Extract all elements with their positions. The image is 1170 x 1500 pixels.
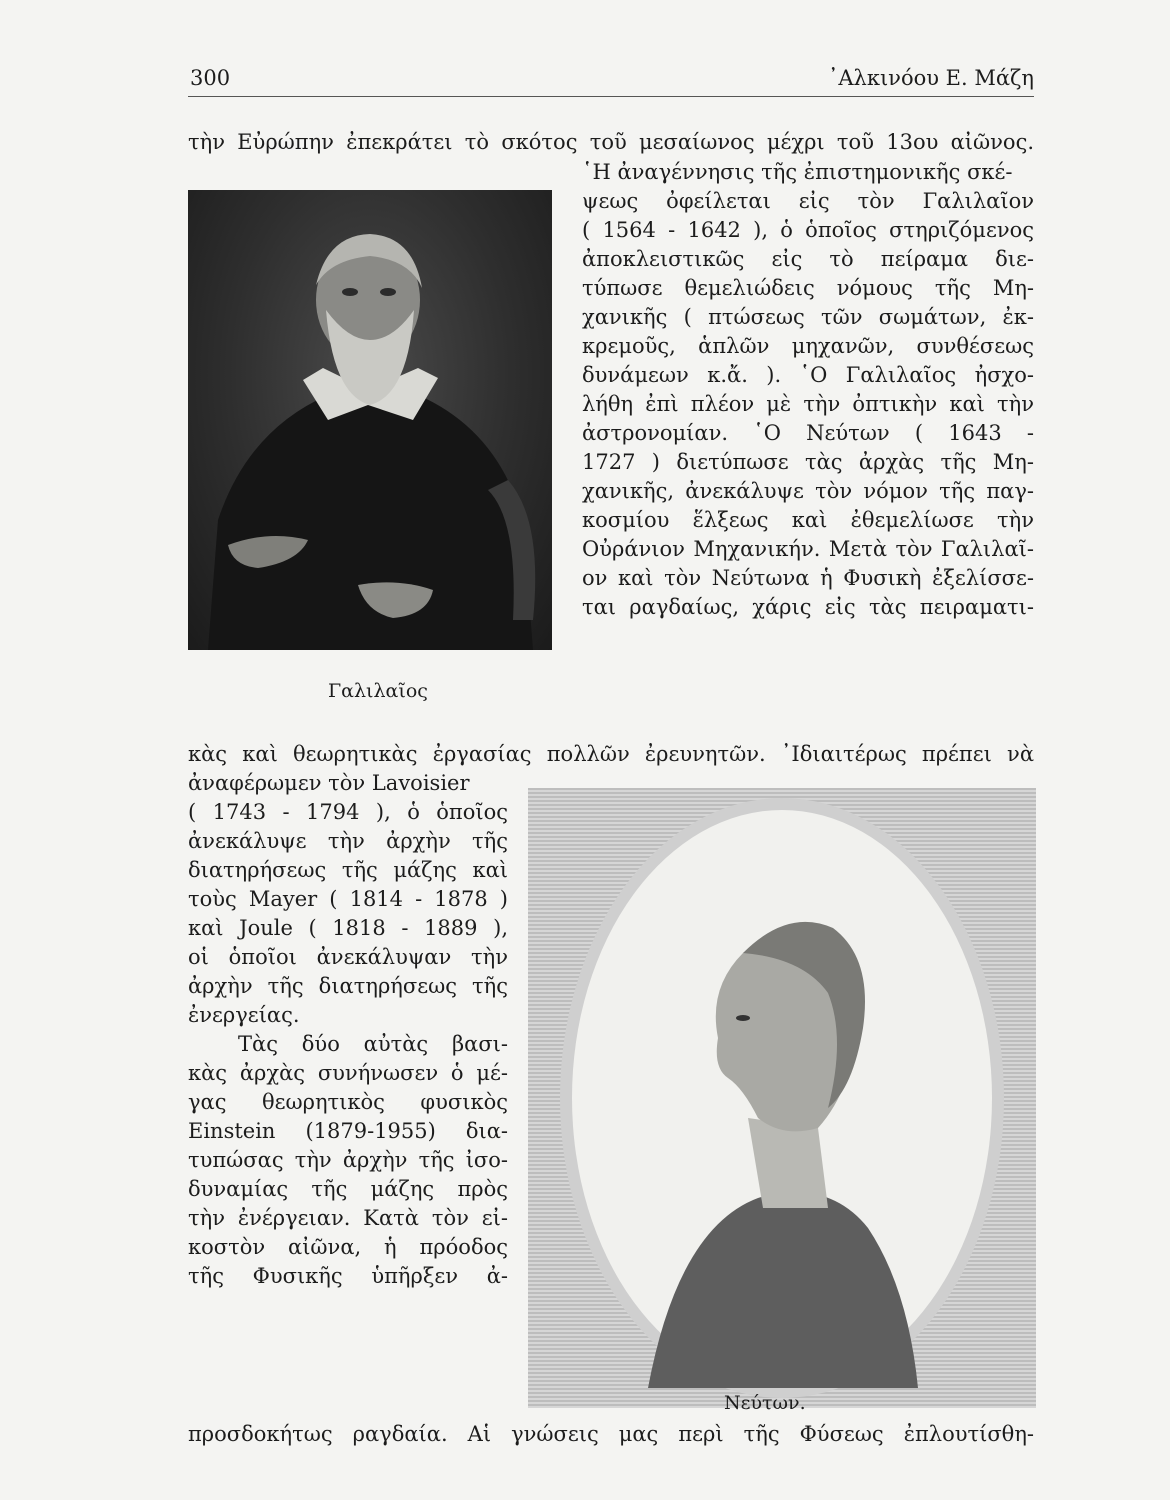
text-line: Einstein (1879-1955) δια- — [188, 1119, 508, 1143]
text-line: δυνάμεων κ.ἄ. ). ῾Ο Γαλιλαῖος ἠσχο- — [582, 363, 1034, 387]
text-line: ψεως ὀφείλεται εἰς τὸν Γαλιλαῖον — [582, 189, 1034, 213]
text-line: ἀποκλειστικῶς εἰς τὸ πείραμα διε- — [582, 247, 1034, 271]
text-line: καὶ Joule ( 1818 - 1889 ), — [188, 916, 508, 940]
newton-caption: Νεύτων. — [724, 1392, 806, 1414]
text-line: ῾Η ἀναγέννησις τῆς ἐπιστημονικῆς σκέ- — [582, 160, 1013, 184]
text-line: χανικῆς ( πτώσεως τῶν σωμάτων, ἐκ- — [582, 305, 1034, 329]
text-line: ἀστρονομίαν. ῾Ο Νεύτων ( 1643 - — [582, 421, 1034, 445]
galileo-portrait — [188, 190, 552, 650]
text-line: οἱ ὁποῖοι ἀνεκάλυψαν τὴν — [188, 945, 508, 969]
text-line: ( 1564 - 1642 ), ὁ ὁποῖος στηριζόμενος — [582, 218, 1034, 242]
text-line: ται ραγδαίως, χάρις εἰς τὰς πειραματι- — [582, 595, 1034, 619]
text-line: Τὰς δύο αὐτὰς βασι- — [238, 1032, 508, 1056]
text-line: ἀνεκάλυψε τὴν ἀρχὴν τῆς — [188, 829, 508, 853]
text-line: διατηρήσεως τῆς μάζης καὶ — [188, 858, 508, 882]
text-line: κὰς ἀρχὰς συνήνωσεν ὁ μέ- — [188, 1061, 508, 1085]
text-line: ον καὶ τὸν Νεύτωνα ἡ Φυσικὴ ἐξελίσσε- — [582, 566, 1034, 590]
text-line: 1727 ) διετύπωσε τὰς ἀρχὰς τῆς Μη- — [582, 450, 1034, 474]
text-line: κοστὸν αἰῶνα, ἡ πρόοδος — [188, 1235, 508, 1259]
text-line: κρεμοῦς, ἁπλῶν μηχανῶν, συνθέσεως — [582, 334, 1034, 358]
text-line: ( 1743 - 1794 ), ὁ ὁποῖος — [188, 800, 508, 824]
text-line: τὴν Εὐρώπην ἐπεκράτει τὸ σκότος τοῦ μεσαίωνος μέχρι τοῦ 13ου αἰῶνος. — [188, 130, 1034, 154]
text-line: προσδοκήτως ραγδαία. Αἱ γνώσεις μας περὶ τῆς Φύσεως ἐπλουτίσθη- — [188, 1422, 1034, 1446]
text-line: ἀρχὴν τῆς διατηρήσεως τῆς — [188, 974, 508, 998]
running-title: ᾿Αλκινόου Ε. Μάζη — [827, 66, 1034, 90]
text-line: τῆς Φυσικῆς ὑπῆρξεν ἀ- — [188, 1264, 508, 1288]
text-line: τοὺς Mayer ( 1814 - 1878 ) — [188, 887, 508, 911]
text-line: Οὐράνιον Μηχανικήν. Μετὰ τὸν Γαλιλαῖ- — [582, 537, 1034, 561]
text-line: ἀναφέρωμεν τὸν Lavoisier — [188, 771, 470, 795]
text-line: κοσμίου ἕλξεως καὶ ἐθεμελίωσε τὴν — [582, 508, 1034, 532]
text-line: χανικῆς, ἀνεκάλυψε τὸν νόμον τῆς παγ- — [582, 479, 1034, 503]
text-line: δυναμίας τῆς μάζης πρὸς — [188, 1177, 508, 1201]
text-line: γας θεωρητικὸς φυσικὸς — [188, 1090, 508, 1114]
header-rule — [188, 96, 1034, 97]
text-line: λήθη ἐπὶ πλέον μὲ τὴν ὀπτικὴν καὶ τὴν — [582, 392, 1034, 416]
page-number: 300 — [190, 66, 231, 90]
text-line: τυπώσας τὴν ἀρχὴν τῆς ἰσο- — [188, 1148, 508, 1172]
galileo-caption: Γαλιλαῖος — [328, 680, 428, 702]
text-line: τὴν ἐνέργειαν. Κατὰ τὸν εἰ- — [188, 1206, 508, 1230]
text-line: ἐνεργείας. — [188, 1003, 300, 1027]
text-line: τύπωσε θεμελιώδεις νόμους τῆς Μη- — [582, 276, 1034, 300]
newton-portrait — [528, 788, 1036, 1408]
text-line: κὰς καὶ θεωρητικὰς ἐργασίας πολλῶν ἐρευνητῶν. ᾿Ιδιαιτέρως πρέπει νὰ — [188, 742, 1034, 766]
